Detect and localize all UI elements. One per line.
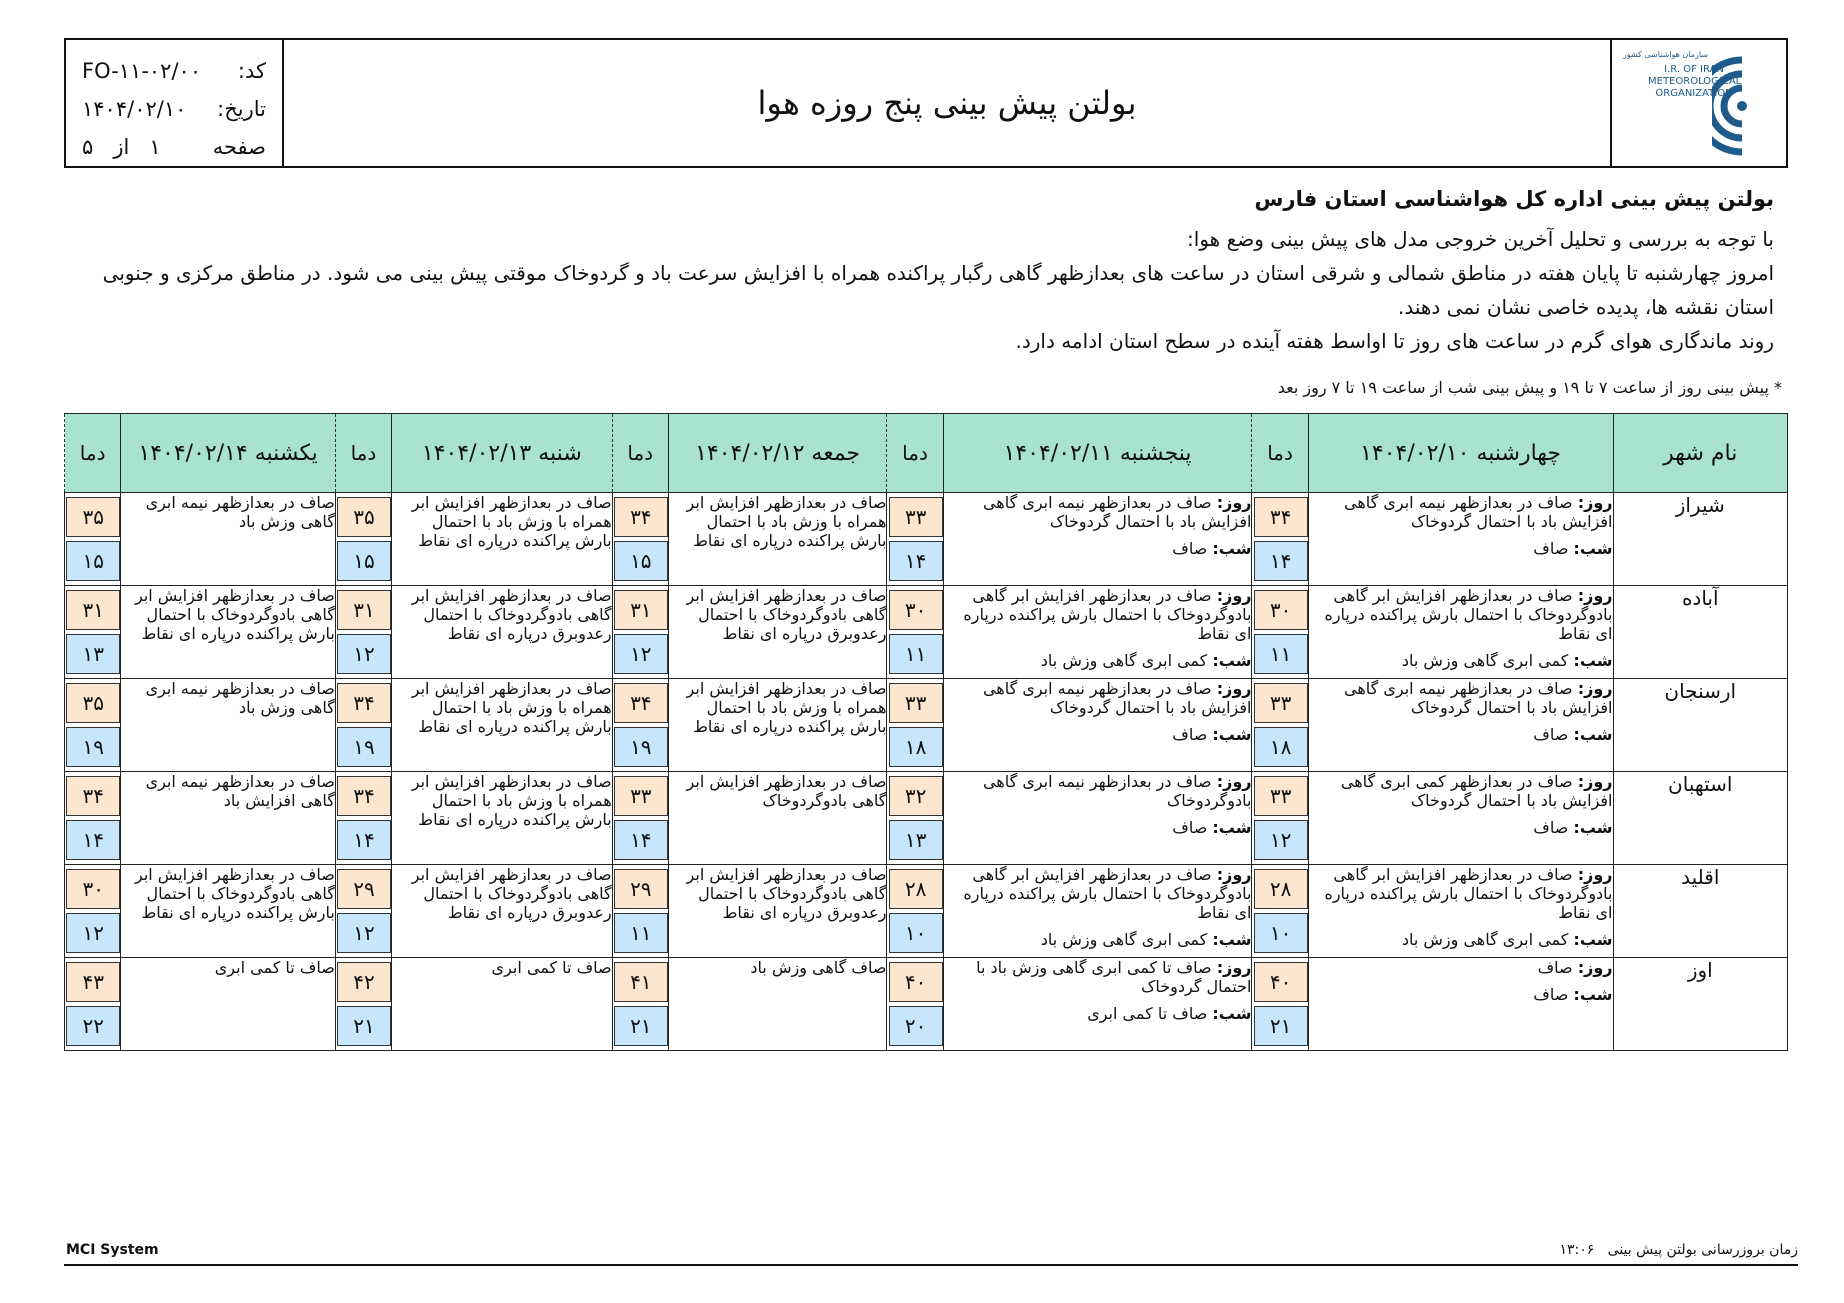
day-forecast-text: صاف در بعدازظهر نیمه ابری گاهی افزایش باد با احتمال گردوخاک [1344,679,1613,717]
min-temperature: ۲۱ [1254,1006,1308,1046]
night-label: شب: [1573,725,1613,744]
temperature-cell [335,679,391,772]
night-forecast [944,539,1252,558]
forecast-text: صاف در بعدازظهر افزایش ابر گاهی بادوگردوخاک با احتمال رعدوبرق درپاره ای نقاط [411,865,612,922]
max-temperature: ۳۴ [337,683,391,723]
update-time: ۱۳:۰۶ [1559,1242,1595,1258]
forecast-text: صاف گاهی وزش باد [750,958,887,977]
night-label: شب: [1212,725,1252,744]
max-temperature: ۳۰ [66,869,120,909]
day-label: روز: [1216,493,1252,512]
forecast-description [668,958,887,1051]
max-temperature: ۳۴ [1254,497,1308,537]
day-column-header: چهارشنبه ۱۴۰۴/۰۲/۱۰ [1308,414,1613,493]
forecast-table [64,413,1788,1051]
day-forecast-text: صاف در بعدازظهر افزایش ابر گاهی بادوگردوخاک با احتمال بارش پراکنده درپاره ای نقاط [963,586,1252,643]
day-forecast-text: صاف در بعدازظهر افزایش ابر گاهی بادوگردوخاک با احتمال بارش پراکنده درپاره ای نقاط [963,865,1252,922]
system-name: MCI System [66,1242,159,1258]
night-label: شب: [1212,651,1252,670]
max-temperature: ۳۱ [66,590,120,630]
day-label: روز: [1216,679,1252,698]
min-temperature: ۲۰ [889,1006,943,1046]
table-row [65,958,1788,1051]
table-row [65,586,1788,679]
max-temperature: ۲۸ [1254,869,1308,909]
forecast-text: صاف در بعدازظهر نیمه ابری گاهی وزش باد [145,679,335,717]
day-column-header: پنجشنبه ۱۴۰۴/۰۲/۱۱ [943,414,1252,493]
date-value: ۱۴۰۴/۰۲/۱۰ [82,97,187,121]
min-temperature: ۱۲ [1254,820,1308,860]
min-temperature: ۲۲ [66,1006,120,1046]
day-forecast [1309,772,1613,810]
max-temperature: ۲۹ [337,869,391,909]
org-logo [1610,40,1786,166]
night-label: شب: [1212,539,1252,558]
min-temperature: ۱۴ [337,820,391,860]
day-forecast-text: صاف در بعدازظهر نیمه ابری گاهی افزایش باد با احتمال گردوخاک [982,493,1252,531]
max-temperature: ۳۳ [889,497,943,537]
temp-column-header: دما [65,414,121,493]
page-of: از [113,135,130,159]
max-temperature: ۳۱ [614,590,668,630]
forecast-description [392,493,613,586]
day-label: روز: [1216,865,1252,884]
max-temperature: ۳۲ [889,776,943,816]
intro-paragraph-3: روند ماندگاری هوای گرم در ساعت های روز تا اواسط هفته آینده در سطح استان ادامه دارد. [1015,329,1774,353]
max-temperature: ۳۴ [614,683,668,723]
min-temperature: ۱۴ [1254,541,1308,581]
night-forecast [944,1004,1252,1023]
forecast-description [668,586,887,679]
max-temperature: ۳۴ [337,776,391,816]
min-temperature: ۱۴ [66,820,120,860]
max-temperature: ۳۳ [1254,683,1308,723]
night-forecast-text: صاف [1172,818,1208,837]
temperature-cell [335,586,391,679]
city-name: آباده [1613,586,1788,679]
temperature-cell [1252,958,1308,1051]
night-forecast-text: صاف [1533,539,1569,558]
page-title: بولتن پیش بینی پنج روزه هوا [757,84,1137,122]
forecast-text: صاف در بعدازظهر افزایش ابر گاهی بادوگردوخاک با احتمال بارش پراکنده درپاره ای نقاط [134,586,335,643]
forecast-description [1308,679,1613,772]
night-forecast [944,818,1252,837]
night-forecast-text: صاف [1172,725,1208,744]
day-column-header: یکشنبه ۱۴۰۴/۰۲/۱۴ [121,414,336,493]
temperature-cell [65,958,121,1051]
max-temperature: ۳۰ [1254,590,1308,630]
logo-text-fa: سازمان هواشناسی کشور [1622,50,1708,59]
min-temperature: ۱۰ [889,913,943,953]
table-row [65,679,1788,772]
bulletin-intro [54,182,1774,358]
max-temperature: ۴۱ [614,962,668,1002]
intro-heading: بولتن پیش بینی اداره کل هواشناسی استان فارس [1254,187,1774,211]
night-label: شب: [1212,818,1252,837]
update-info [1560,1242,1799,1258]
temperature-cell [612,679,668,772]
min-temperature: ۱۵ [337,541,391,581]
temperature-cell [65,586,121,679]
day-label: روز: [1577,586,1613,605]
min-temperature: ۱۴ [889,541,943,581]
page-label: صفحه [212,135,266,159]
day-column-header: شنبه ۱۴۰۴/۰۲/۱۳ [392,414,613,493]
forecast-text: صاف در بعدازظهر افزایش ابر همراه با وزش باد با احتمال بارش پراکنده درپاره ای نقاط [686,493,887,550]
day-forecast [1309,865,1613,922]
day-forecast [944,679,1252,717]
day-label: روز: [1577,958,1613,977]
max-temperature: ۳۳ [889,683,943,723]
min-temperature: ۱۲ [614,634,668,674]
forecast-description [1308,865,1613,958]
temp-column-header: دما [335,414,391,493]
bulletin-header [64,38,1788,168]
max-temperature: ۲۸ [889,869,943,909]
forecast-description [392,772,613,865]
night-label: شب: [1212,1004,1252,1023]
forecast-description [943,772,1252,865]
min-temperature: ۱۸ [1254,727,1308,767]
night-forecast [1309,930,1613,949]
intro-paragraph-1: با توجه به بررسی و تحلیل آخرین خروجی مدل های پیش بینی وضع هوا: [1187,227,1774,251]
forecast-description [392,679,613,772]
night-forecast-text: کمی ابری گاهی وزش باد [1401,651,1569,670]
temperature-cell [1252,679,1308,772]
min-temperature: ۱۰ [1254,913,1308,953]
city-name: اوز [1613,958,1788,1051]
intro-paragraph-2: امروز چهارشنبه تا پایان هفته در مناطق شمالی و شرقی استان در ساعت های بعدازظهر گاهی رگبار پراکنده همراه با افزایش سرعت باد و گردوخاک موقتی پیش بینی می شود. در مناطق مرکزی و جنوبی استان نقشه ها، پدیده خاصی نشان نمی دهند. [102,261,1774,319]
night-label: شب: [1573,985,1613,1004]
table-row [65,865,1788,958]
day-label: روز: [1577,772,1613,791]
max-temperature: ۳۴ [66,776,120,816]
temperature-cell [1252,772,1308,865]
max-temperature: ۳۵ [337,497,391,537]
forecast-text: صاف تا کمی ابری [491,958,612,977]
forecast-description [943,958,1252,1051]
day-label: روز: [1577,493,1613,512]
forecast-description [392,958,613,1051]
day-forecast-text: صاف در بعدازظهر نیمه ابری گاهی بادوگردوخاک [982,772,1252,810]
forecast-description [121,586,336,679]
night-forecast [944,930,1252,949]
day-forecast [944,865,1252,922]
day-forecast-text: صاف در بعدازظهر افزایش ابر گاهی بادوگردوخاک با احتمال بارش پراکنده درپاره ای نقاط [1324,586,1613,643]
forecast-description [121,865,336,958]
min-temperature: ۱۱ [614,913,668,953]
city-column-header: نام شهر [1613,414,1788,493]
city-name: شیراز [1613,493,1788,586]
night-label: شب: [1573,930,1613,949]
page-total: ۵ [82,135,94,159]
forecast-description [121,772,336,865]
day-label: روز: [1216,772,1252,791]
temperature-cell [612,772,668,865]
forecast-text: صاف تا کمی ابری [214,958,335,977]
max-temperature: ۲۹ [614,869,668,909]
min-temperature: ۱۹ [337,727,391,767]
day-forecast-text: صاف تا کمی ابری گاهی وزش باد با احتمال گردوخاک [976,958,1252,996]
forecast-description [1308,958,1613,1051]
table-header-row [65,414,1788,493]
temperature-cell [612,865,668,958]
max-temperature: ۳۳ [1254,776,1308,816]
day-label: روز: [1577,865,1613,884]
min-temperature: ۱۵ [614,541,668,581]
code-value: FO-۱۱-۰۲/۰۰ [82,59,202,83]
forecast-text: صاف در بعدازظهر نیمه ابری گاهی افزایش باد [145,772,335,810]
max-temperature: ۳۴ [614,497,668,537]
temperature-cell [65,772,121,865]
night-forecast [944,651,1252,670]
temperature-cell [887,772,943,865]
forecast-text: صاف در بعدازظهر نیمه ابری گاهی وزش باد [145,493,335,531]
temperature-cell [1252,865,1308,958]
temperature-cell [887,493,943,586]
forecast-text: صاف در بعدازظهر افزایش ابر همراه با وزش باد با احتمال بارش پراکنده درپاره ای نقاط [686,679,887,736]
temperature-cell [335,772,391,865]
night-label: شب: [1573,651,1613,670]
temperature-cell [887,679,943,772]
temperature-cell [1252,586,1308,679]
forecast-description [668,679,887,772]
forecast-description [392,865,613,958]
max-temperature: ۳۱ [337,590,391,630]
temperature-cell [65,493,121,586]
night-forecast-text: کمی ابری گاهی وزش باد [1040,651,1208,670]
forecast-description [943,586,1252,679]
forecast-description [1308,772,1613,865]
max-temperature: ۴۲ [337,962,391,1002]
page-indicator [82,135,161,159]
min-temperature: ۱۱ [1254,634,1308,674]
forecast-description [1308,493,1613,586]
forecast-description [1308,586,1613,679]
temp-column-header: دما [612,414,668,493]
day-forecast [944,493,1252,531]
page-number: ۱ [149,135,161,159]
forecast-description [943,493,1252,586]
night-forecast [1309,985,1613,1004]
temperature-cell [887,586,943,679]
night-forecast [1309,725,1613,744]
max-temperature: ۴۰ [1254,962,1308,1002]
temperature-cell [1252,493,1308,586]
day-label: روز: [1577,679,1613,698]
city-name: ارسنجان [1613,679,1788,772]
day-forecast [944,586,1252,643]
page-footer [64,1240,1798,1266]
forecast-description [943,865,1252,958]
temp-column-header: دما [1252,414,1308,493]
forecast-description [121,958,336,1051]
day-forecast [944,772,1252,810]
min-temperature: ۱۳ [66,634,120,674]
temperature-cell [65,679,121,772]
day-column-header: جمعه ۱۴۰۴/۰۲/۱۲ [668,414,887,493]
day-forecast-text: صاف در بعدازظهر کمی ابری گاهی افزایش باد با احتمال گردوخاک [1340,772,1613,810]
temp-column-header: دما [887,414,943,493]
min-temperature: ۱۳ [889,820,943,860]
temperature-cell [887,958,943,1051]
min-temperature: ۱۲ [66,913,120,953]
forecast-text: صاف در بعدازظهر افزایش ابر همراه با وزش باد با احتمال بارش پراکنده درپاره ای نقاط [411,493,612,550]
table-row [65,493,1788,586]
night-forecast-text: صاف تا کمی ابری [1087,1004,1208,1023]
city-name: استهبان [1613,772,1788,865]
night-forecast [944,725,1252,744]
min-temperature: ۲۱ [337,1006,391,1046]
night-forecast [1309,818,1613,837]
forecast-time-note: * پیش بینی روز از ساعت ۷ تا ۱۹ و پیش بینی شب از ساعت ۱۹ تا ۷ روز بعد [1277,378,1782,397]
city-name: اقلید [1613,865,1788,958]
min-temperature: ۱۹ [614,727,668,767]
forecast-description [121,493,336,586]
max-temperature: ۳۳ [614,776,668,816]
night-forecast [1309,651,1613,670]
night-forecast-text: صاف [1533,985,1569,1004]
min-temperature: ۱۴ [614,820,668,860]
forecast-text: صاف در بعدازظهر افزایش ابر گاهی بادوگردوخاک با احتمال بارش پراکنده درپاره ای نقاط [134,865,335,922]
forecast-text: صاف در بعدازظهر افزایش ابر همراه با وزش باد با احتمال بارش پراکنده درپاره ای نقاط [411,679,612,736]
logo-text-en: I.R. OF IRAN METEOROLOGICAL ORGANIZATION [1648,64,1742,99]
min-temperature: ۲۱ [614,1006,668,1046]
document-meta [66,40,284,166]
day-forecast-text: صاف در بعدازظهر نیمه ابری گاهی افزایش باد با احتمال گردوخاک [982,679,1252,717]
night-forecast [1309,539,1613,558]
table-row [65,772,1788,865]
update-label: زمان بروزرسانی بولتن پیش بینی [1607,1242,1798,1258]
code-label: کد: [237,59,266,83]
min-temperature: ۱۲ [337,913,391,953]
forecast-text: صاف در بعدازظهر افزایش ابر گاهی بادوگردوخاک [686,772,887,810]
max-temperature: ۳۰ [889,590,943,630]
temperature-cell [887,865,943,958]
night-forecast-text: کمی ابری گاهی وزش باد [1401,930,1569,949]
night-forecast-text: صاف [1533,725,1569,744]
forecast-description [668,772,887,865]
forecast-text: صاف در بعدازظهر افزایش ابر گاهی بادوگردوخاک با احتمال رعدوبرق درپاره ای نقاط [411,586,612,643]
night-label: شب: [1573,539,1613,558]
min-temperature: ۱۲ [337,634,391,674]
temperature-cell [612,586,668,679]
day-label: روز: [1216,586,1252,605]
min-temperature: ۱۹ [66,727,120,767]
night-label: شب: [1212,930,1252,949]
temperature-cell [65,865,121,958]
day-forecast [1309,958,1613,977]
temperature-cell [335,958,391,1051]
max-temperature: ۴۳ [66,962,120,1002]
day-forecast-text: صاف [1537,958,1573,977]
forecast-description [668,865,887,958]
forecast-text: صاف در بعدازظهر افزایش ابر گاهی بادوگردوخاک با احتمال رعدوبرق درپاره ای نقاط [686,865,887,922]
forecast-description [668,493,887,586]
forecast-text: صاف در بعدازظهر افزایش ابر گاهی بادوگردوخاک با احتمال رعدوبرق درپاره ای نقاط [686,586,887,643]
day-forecast-text: صاف در بعدازظهر نیمه ابری گاهی افزایش باد با احتمال گردوخاک [1344,493,1613,531]
max-temperature: ۳۵ [66,497,120,537]
night-forecast-text: کمی ابری گاهی وزش باد [1040,930,1208,949]
max-temperature: ۳۵ [66,683,120,723]
min-temperature: ۱۵ [66,541,120,581]
day-forecast [944,958,1252,996]
forecast-text: صاف در بعدازظهر افزایش ابر همراه با وزش باد با احتمال بارش پراکنده درپاره ای نقاط [411,772,612,829]
day-forecast-text: صاف در بعدازظهر افزایش ابر گاهی بادوگردوخاک با احتمال بارش پراکنده درپاره ای نقاط [1324,865,1613,922]
temperature-cell [335,493,391,586]
temperature-cell [335,865,391,958]
min-temperature: ۱۸ [889,727,943,767]
day-forecast [1309,586,1613,643]
date-label: تاریخ: [217,97,266,121]
max-temperature: ۴۰ [889,962,943,1002]
day-forecast [1309,493,1613,531]
day-forecast [1309,679,1613,717]
night-forecast-text: صاف [1172,539,1208,558]
temperature-cell [612,958,668,1051]
night-forecast-text: صاف [1533,818,1569,837]
forecast-description [943,679,1252,772]
temperature-cell [612,493,668,586]
min-temperature: ۱۱ [889,634,943,674]
forecast-description [392,586,613,679]
day-label: روز: [1216,958,1252,977]
forecast-description [121,679,336,772]
night-label: شب: [1573,818,1613,837]
